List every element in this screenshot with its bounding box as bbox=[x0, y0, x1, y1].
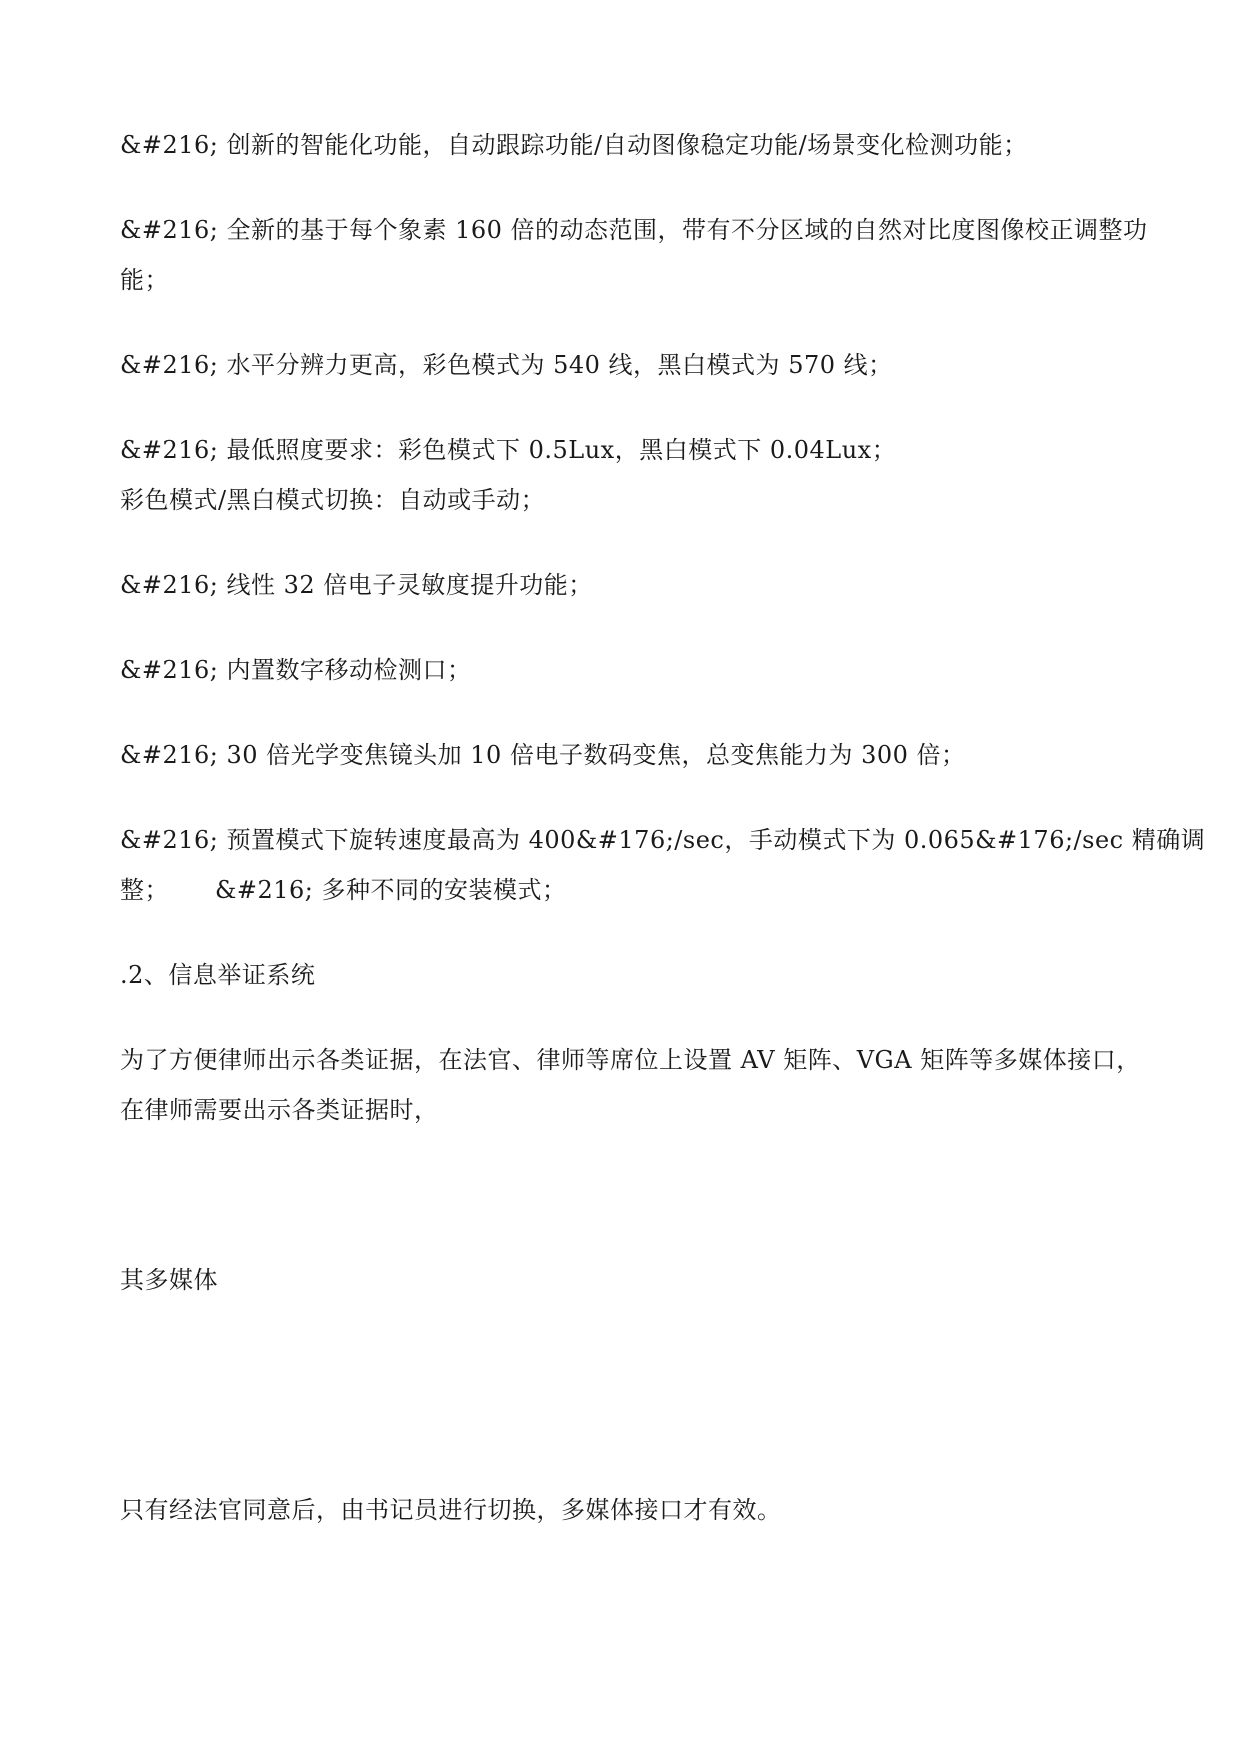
section-heading: .2、信息举证系统 bbox=[120, 961, 316, 989]
feature-line-rotation-speed-cont bbox=[120, 865, 1130, 915]
feature-line-dynamic-range: &#216; 全新的基于每个象素 160 倍的动态范围，带有不分区域的自然对比度图像校正调整功 bbox=[120, 216, 1148, 244]
fragment-text: 其多媒体 bbox=[120, 1266, 218, 1294]
paragraph-line-2: 在律师需要出示各类证据时， bbox=[120, 1096, 439, 1124]
feature-line-smart-tracking: &#216; 创新的智能化功能，自动跟踪功能/自动图像稳定功能/场景变化检测功能； bbox=[120, 131, 1028, 159]
feature-line-motion-detect: &#216; 内置数字移动检测口； bbox=[120, 656, 472, 684]
paragraph-line-1: 为了方便律师出示各类证据，在法官、律师等席位上设置 AV 矩阵、VGA 矩阵等多媒体接口， bbox=[120, 1046, 1141, 1074]
feature-line-illumination: &#216; 最低照度要求：彩色模式下 0.5Lux，黑白模式下 0.04Lux； bbox=[120, 436, 897, 464]
feature-line-dynamic-range-cont: 能； bbox=[120, 266, 169, 294]
feature-line-mode-switch: 彩色模式/黑白模式切换：自动或手动； bbox=[120, 486, 546, 514]
feature-line-rotation-speed: &#216; 预置模式下旋转速度最高为 400&#176;/sec，手动模式下为 0.065&#176;/sec 精确调 bbox=[120, 826, 1206, 854]
feature-line-resolution: &#216; 水平分辨力更高，彩色模式为 540 线，黑白模式为 570 线； bbox=[120, 351, 893, 379]
feature-line-rotation-tail: 整； bbox=[120, 876, 169, 904]
feature-line-install-modes: &#216; 多种不同的安装模式； bbox=[215, 876, 567, 904]
feature-line-sensitivity: &#216; 线性 32 倍电子灵敏度提升功能； bbox=[120, 571, 593, 599]
closing-text: 只有经法官同意后，由书记员进行切换，多媒体接口才有效。 bbox=[120, 1496, 782, 1524]
feature-line-zoom: &#216; 30 倍光学变焦镜头加 10 倍电子数码变焦，总变焦能力为 300 倍； bbox=[120, 741, 966, 769]
